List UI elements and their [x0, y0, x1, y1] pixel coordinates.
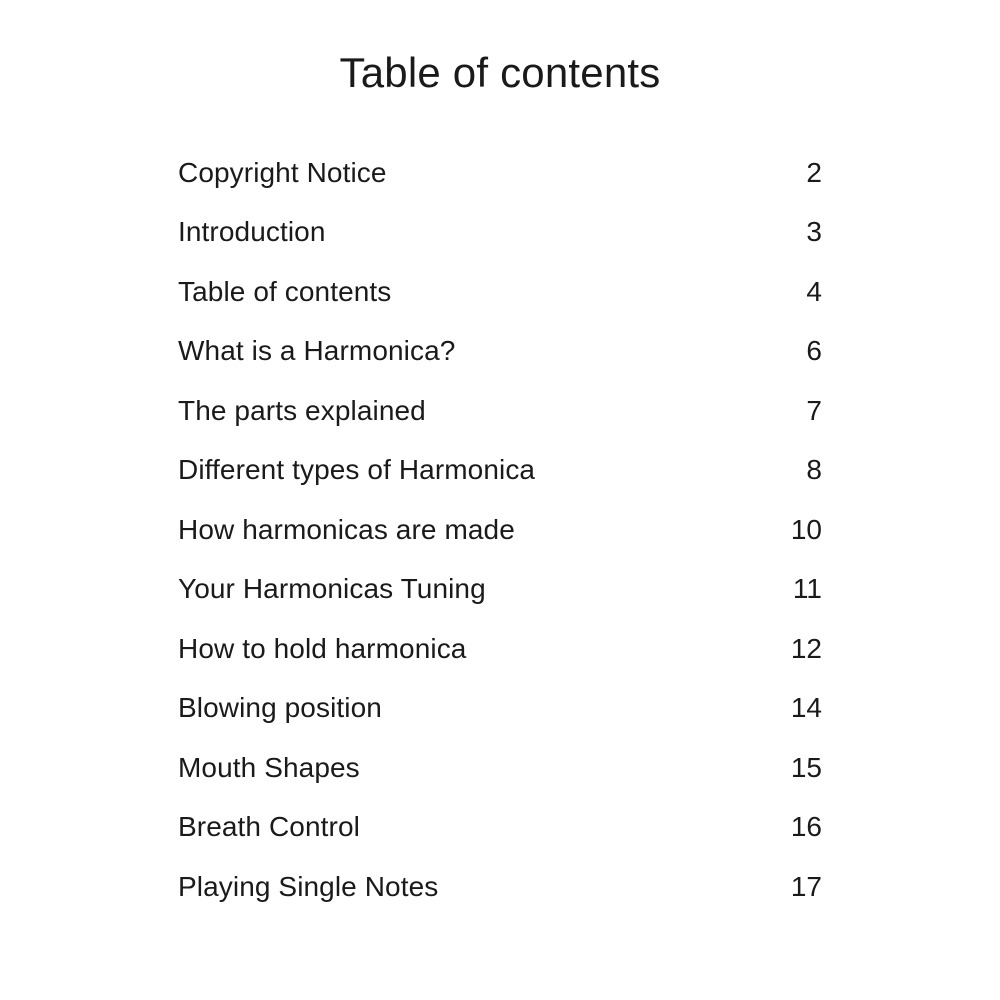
toc-entry-page-number: 6: [806, 335, 822, 367]
toc-row[interactable]: [178, 262, 822, 322]
toc-entry-page-number: 16: [790, 811, 822, 843]
toc-row[interactable]: [178, 679, 822, 739]
toc-entry-page-number: 12: [790, 632, 822, 664]
toc-entry-page-number: 17: [790, 870, 822, 902]
toc-entry-label: Mouth Shapes: [178, 751, 360, 783]
toc-entry-label: Your Harmonicas Tuning: [178, 573, 486, 605]
toc-entry-label: How to hold harmonica: [178, 632, 467, 664]
toc-row[interactable]: [178, 203, 822, 263]
toc-entry-page-number: 8: [806, 454, 822, 486]
toc-entry-page-number: 4: [806, 275, 822, 307]
toc-entry-label: Copyright Notice: [178, 156, 387, 188]
toc-entry-page-number: 7: [806, 394, 822, 426]
toc-entry-label: Breath Control: [178, 811, 360, 843]
toc-entry-page-number: 3: [806, 216, 822, 248]
toc-entry-label: Different types of Harmonica: [178, 454, 536, 486]
toc-entry-page-number: 2: [806, 156, 822, 188]
toc-entry-label: How harmonicas are made: [178, 513, 515, 545]
toc-row[interactable]: [178, 619, 822, 679]
toc-entry-label: What is a Harmonica?: [178, 335, 456, 367]
toc-entry-label: Table of contents: [178, 275, 392, 307]
toc-row[interactable]: [178, 381, 822, 441]
toc-row[interactable]: [178, 798, 822, 858]
toc-row[interactable]: [178, 857, 822, 917]
toc-entry-label: Blowing position: [178, 692, 382, 724]
toc-entry-label: The parts explained: [178, 394, 426, 426]
toc-row[interactable]: [178, 560, 822, 620]
toc-row[interactable]: [178, 143, 822, 203]
toc-entry-page-number: 11: [792, 573, 822, 605]
toc-row[interactable]: [178, 500, 822, 560]
toc-row[interactable]: [178, 322, 822, 382]
toc-row[interactable]: [178, 738, 822, 798]
toc-entry-page-number: 10: [790, 513, 822, 545]
toc-entry-label: Playing Single Notes: [178, 870, 439, 902]
toc-entry-page-number: 14: [790, 692, 822, 724]
toc-entry-page-number: 15: [790, 751, 822, 783]
toc-list: [178, 143, 822, 917]
toc-entry-label: Introduction: [178, 216, 326, 248]
page-title: Table of contents: [339, 49, 661, 96]
toc-row[interactable]: [178, 441, 822, 501]
